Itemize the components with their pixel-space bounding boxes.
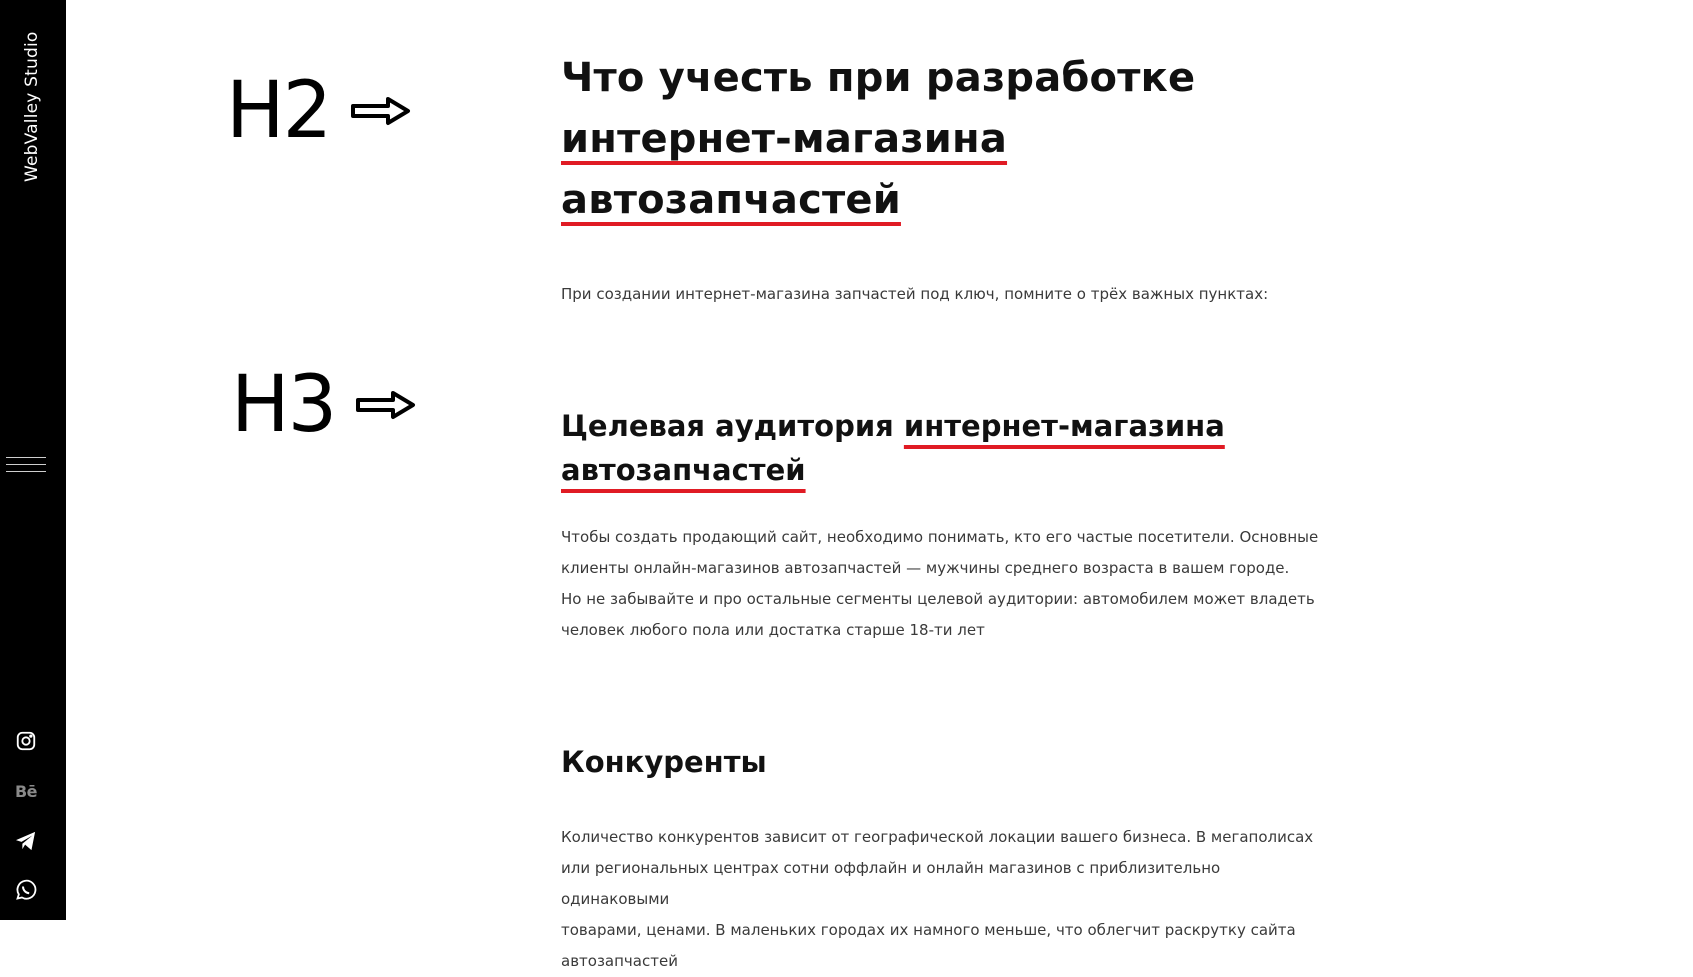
competitors-paragraph xyxy=(561,822,1321,977)
h3-keyword-underlined: интернет-магазина xyxy=(903,409,1225,443)
text-line: автозапчастей xyxy=(561,952,678,970)
whatsapp-icon[interactable] xyxy=(12,876,40,904)
text-line: клиенты онлайн-магазинов автозапчастей — мужчины среднего возраста в вашем городе. xyxy=(561,559,1290,577)
article-h2 xyxy=(561,48,1361,231)
h3-annotation-label: H3 xyxy=(231,360,336,450)
text-line: Чтобы создать продающий сайт, необходимо понимать, кто его частые посетители. Основные xyxy=(561,528,1319,546)
section-heading-audience xyxy=(561,404,1361,492)
article xyxy=(561,48,1361,977)
text-line: Но не забывайте и про остальные сегменты целевой аудитории: автомобилем может владеть xyxy=(561,590,1315,608)
telegram-icon[interactable] xyxy=(12,827,40,855)
text-line: или региональных центрах сотни оффлайн и онлайн магазинов с приблизительно одинаковыми xyxy=(561,859,1221,908)
menu-burger-button[interactable] xyxy=(6,457,46,481)
h2-annotation-label: H2 xyxy=(226,66,331,156)
burger-line xyxy=(6,471,46,472)
h3-annotation xyxy=(231,360,417,450)
burger-line xyxy=(6,457,46,458)
h3-text: Целевая аудитория xyxy=(561,409,904,443)
brand-logo[interactable] xyxy=(0,12,46,182)
arrow-right-icon xyxy=(350,96,412,126)
sidebar xyxy=(0,0,66,920)
burger-line xyxy=(6,464,46,465)
text-line: человек любого пола или достатка старше 18-ти лет xyxy=(561,621,985,639)
arrow-right-icon xyxy=(355,390,417,420)
brand-name[interactable]: WebValley Studio xyxy=(22,31,42,182)
h2-text: Что учесть при разработке xyxy=(561,55,1196,101)
section-heading-competitors: Конкуренты xyxy=(561,745,767,779)
audience-paragraph xyxy=(561,522,1321,646)
intro-paragraph: При создании интернет-магазина запчастей под ключ, помните о трёх важных пунктах: xyxy=(561,285,1269,303)
behance-icon[interactable]: Bē xyxy=(14,781,38,801)
text-line: Количество конкурентов зависит от географической локации вашего бизнеса. В мегаполисах xyxy=(561,828,1314,846)
instagram-icon[interactable] xyxy=(12,727,40,755)
h2-keyword-underlined: интернет-магазина автозапчастей xyxy=(561,116,1008,223)
h3-keyword-underlined: автозапчастей xyxy=(561,453,806,487)
h2-annotation xyxy=(226,66,412,156)
text-line: товарами, ценами. В маленьких городах их намного меньше, что облегчит раскрутку сайта xyxy=(561,921,1296,939)
